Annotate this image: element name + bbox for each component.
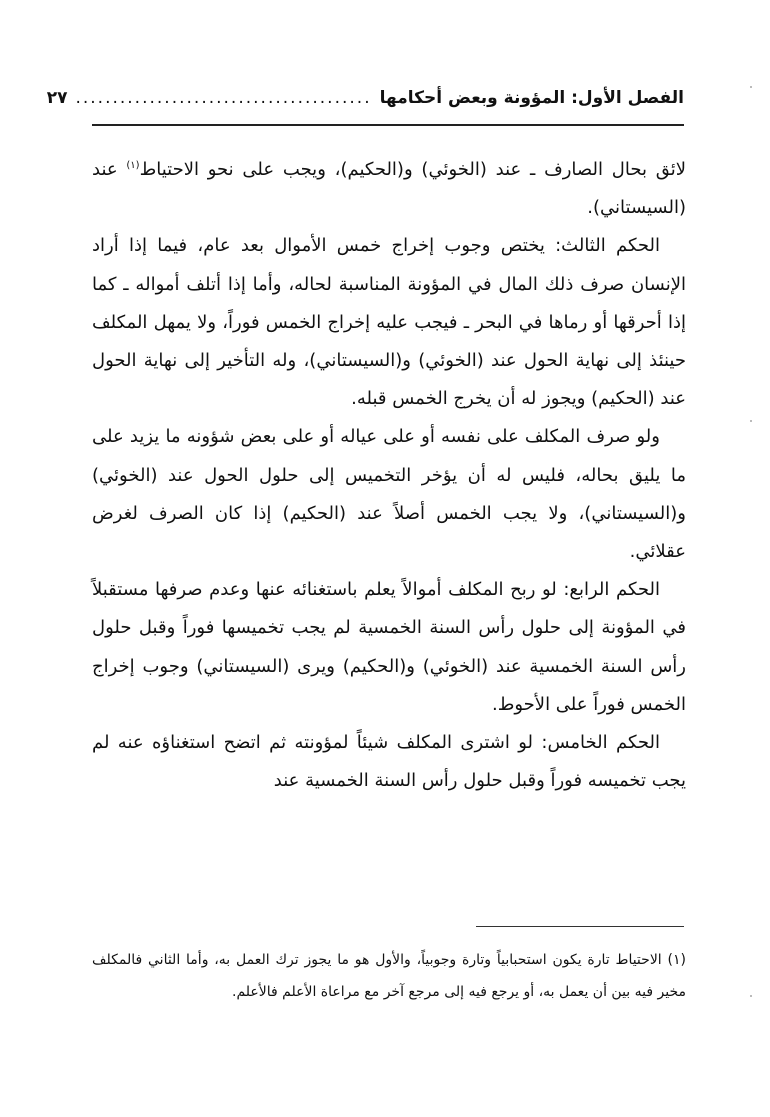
main-text xyxy=(92,151,686,800)
scan-speck xyxy=(750,86,752,88)
paragraph xyxy=(92,724,686,800)
scan-speck xyxy=(750,420,752,422)
footnote-paragraph xyxy=(92,944,686,1008)
paragraph xyxy=(92,418,686,571)
paragraph-text: لائق بحال الصارف ـ عند (الخوئي) و(الحكيم)، ويجب على نحو الاحتياط xyxy=(139,159,687,180)
chapter-title: الفصل الأول: المؤونة وبعض أحكامها xyxy=(379,88,684,108)
running-header xyxy=(46,78,684,118)
footnote-reference[interactable]: (١) xyxy=(126,160,140,171)
paragraph xyxy=(92,227,686,418)
paragraph xyxy=(92,151,686,227)
footnote-rule xyxy=(476,926,684,927)
paragraph-text: لو اشترى المكلف شيئاً لمؤونته ثم اتضح استغناؤه عنه لم يجب تخميسه فوراً وقبل حلول رأس السنة الخمسية عند xyxy=(92,732,686,792)
page-number: ٢٧ xyxy=(46,88,68,108)
header-rule xyxy=(92,124,684,126)
leader-dots: ........................................ xyxy=(75,88,372,108)
ruling-heading: الحكم الرابع: xyxy=(563,579,660,601)
footnote-marker: (١) xyxy=(667,952,686,968)
ruling-heading: الحكم الخامس: xyxy=(541,732,660,754)
scan-speck xyxy=(750,995,752,997)
paragraph xyxy=(92,571,686,724)
footnote-text: الاحتياط تارة يكون استحبابياً وتارة وجوبياً، والأول هو ما يجوز ترك العمل به، وأما الثاني فالمكلف مخير فيه بين أن يعمل به، أو يرجع فيه إلى مرجع آخر مع مراعاة الأعلم فالأعلم. xyxy=(92,952,686,1000)
paragraph-text: يختص وجوب إخراج خمس الأموال بعد عام، فيما إذا أراد الإنسان صرف ذلك المال في المؤونة المناسبة لحاله، وأما إذا أتلف أمواله ـ كما إذا أحرقها أو رماها في البحر ـ فيجب عليه إخراج الخمس فوراً، ولا يمهل المكلف حينئذ إلى نهاية الحول عند (الخوئي) و(السيستاني)، وله التأخير إلى نهاية الحول عند (الحكيم) ويجوز له أن يخرج الخمس قبله. xyxy=(92,235,686,410)
footnote xyxy=(92,944,686,1008)
paragraph-text: لو ربح المكلف أموالاً يعلم باستغنائه عنها وعدم صرفها مستقبلاً في المؤونة إلى حلول رأس السنة الخمسية لم يجب تخميسها فوراً وقبل حلول رأس السنة الخمسية عند (الخوئي) و(الحكيم) ويرى (السيستاني) وجوب إخراج الخمس فوراً على الأحوط. xyxy=(92,579,686,715)
ruling-heading: الحكم الثالث: xyxy=(555,235,660,257)
paragraph-text: عند (السيستاني). xyxy=(92,159,686,219)
paragraph-text: ولو صرف المكلف على نفسه أو على عياله أو على بعض شؤونه ما يزيد على ما يليق بحاله، فليس له أن يؤخر التخميس إلى حلول الحول عند (الخوئي) و(السيستاني)، ولا يجب الخمس أصلاً عند (الحكيم) إذا كان الصرف لغرض عقلائي. xyxy=(92,426,686,563)
